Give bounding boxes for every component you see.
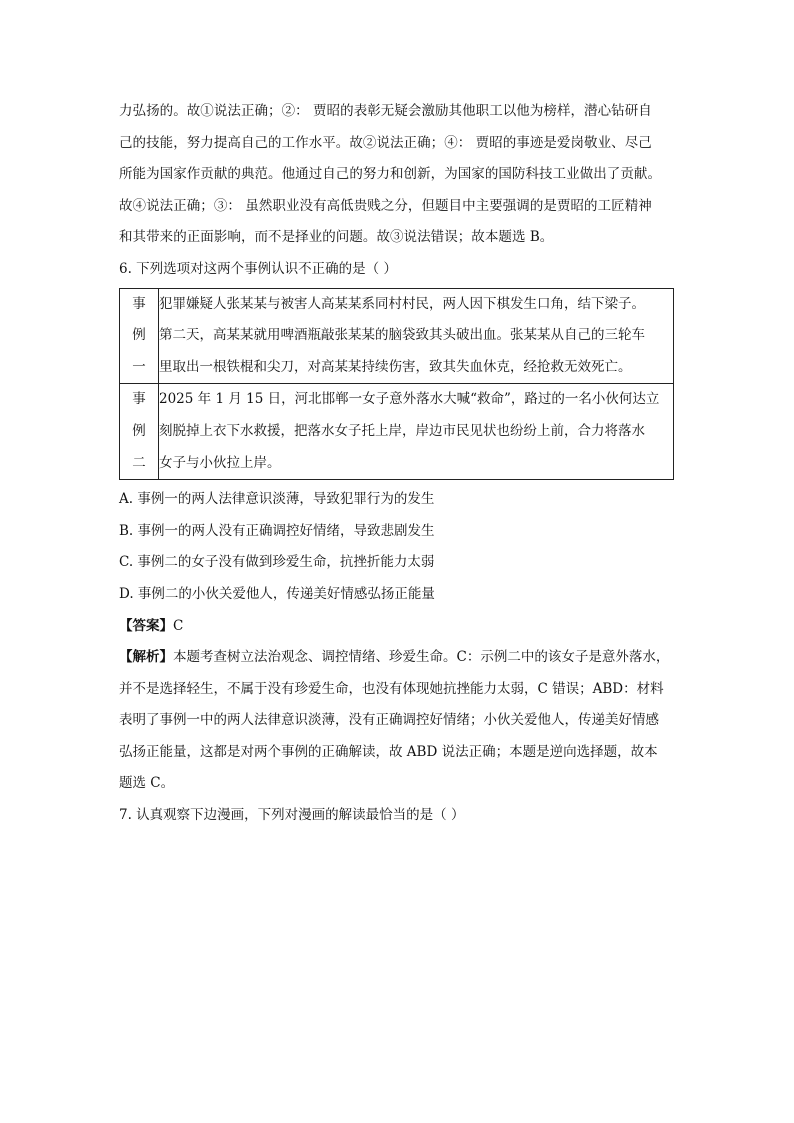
case-text-line: 犯罪嫌疑人张某某与被害人高某某系同村村民，两人因下棋发生口角，结下梁子。 (159, 295, 645, 312)
case-text-line: 里取出一根铁棍和尖刀，对高某某持续伤害，致其失血休克，经抢救无效死亡。 (159, 358, 632, 375)
case-label-char: 事 (132, 391, 146, 408)
paragraph-line: 故④说法正确；③： 虽然职业没有高低贵贱之分，但题目中主要强调的是贾昭的工匠精神 (119, 197, 652, 214)
question-7-title: 7. 认真观察下边漫画，下列对漫画的解读最恰当的是（ ） (119, 807, 465, 824)
analysis-label: 【解析】 (119, 649, 173, 666)
case-1-label (120, 288, 159, 384)
case-label-char: 例 (132, 422, 146, 439)
case-text-line: 2025 年 1 月 15 日，河北邯郸一女子意外落水大喊“救命”，路过的一名小伙何达立 (159, 391, 660, 408)
analysis-paragraph (119, 642, 679, 800)
question-6-title: 6. 下列选项对这两个事例认识不正确的是（ ） (119, 260, 397, 277)
previous-analysis-paragraph (119, 96, 679, 254)
case-row-1 (120, 288, 674, 384)
case-2-text (159, 384, 674, 480)
option-c: C. 事例二的女子没有做到珍爱生命，抗挫折能力太弱 (119, 554, 435, 571)
analysis-line (119, 642, 679, 674)
option-a: A. 事例一的两人法律意识淡薄，导致犯罪行为的发生 (119, 491, 435, 508)
case-label-char: 二 (132, 454, 146, 471)
case-row-2 (120, 384, 674, 480)
analysis-line: 表明了事例一中的两人法律意识淡薄，没有正确调控好情绪；小伙关爱他人，传递美好情感 (119, 712, 659, 729)
case-text-line: 第二天，高某某就用啤酒瓶敲张某某的脑袋致其头破出血。张某某从自己的三轮车 (159, 327, 645, 344)
case-label-char: 一 (132, 358, 146, 375)
answer-value: C (173, 617, 184, 634)
option-b: B. 事例一的两人没有正确调控好情绪，导致悲剧发生 (119, 522, 435, 539)
paragraph-line: 所能为国家作贡献的典范。他通过自己的努力和创新，为国家的国防科技工业做出了贡献。 (119, 166, 661, 183)
case-text-line: 女子与小伙拉上岸。 (159, 454, 281, 471)
case-2-label (120, 384, 159, 480)
answer-label: 【答案】 (119, 617, 173, 634)
answer-line (119, 611, 679, 643)
case-label-char: 例 (132, 327, 146, 344)
paragraph-line: 力弘扬的。故①说法正确；②： 贾昭的表彰无疑会激励其他职工以他为榜样，潜心钻研自 (119, 103, 652, 119)
analysis-text: 本题考查树立法治观念、调控情绪、珍爱生命。C：示例二中的该女子是意外落水， (173, 649, 670, 666)
case-label-char: 事 (132, 295, 146, 312)
case-1-text (159, 288, 674, 384)
paragraph-line: 己的技能，努力提高自己的工作水平。故②说法正确；④： 贾昭的事迹是爱岗敬业、尽己 (119, 134, 652, 151)
paragraph-line: 和其带来的正面影响，而不是择业的问题。故③说法错误；故本题选 B。 (119, 229, 554, 246)
analysis-line: 弘扬正能量，这都是对两个事例的正确解读，故 ABD 说法正确；本题是逆向选择题，故本 (119, 743, 658, 760)
option-d: D. 事例二的小伙关爱他人，传递美好情感弘扬正能量 (119, 585, 435, 602)
analysis-line: 并不是选择轻生，不属于没有珍爱生命，也没有体现她抗挫能力太弱，C 错误；ABD：材料 (119, 680, 664, 697)
case-text-line: 刻脱掉上衣下水救援，把落水女子托上岸，岸边市民见状也纷纷上前，合力将落水 (159, 422, 645, 439)
analysis-line: 题选 C。 (119, 775, 175, 792)
document-page (119, 96, 679, 832)
cases-table (119, 288, 674, 481)
